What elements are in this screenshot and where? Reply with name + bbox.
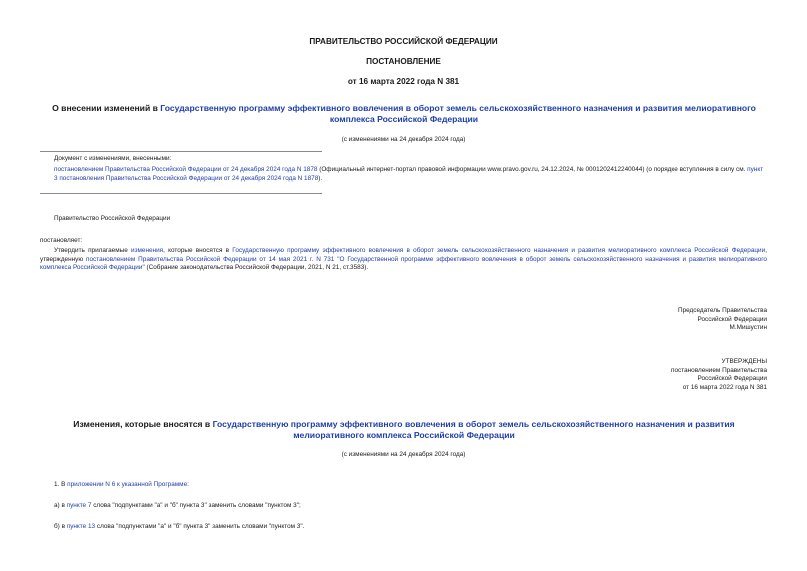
changes-text-2: ). xyxy=(318,174,323,182)
program-link[interactable]: Государственную программу эффективного вовлечения в оборот земель сельскохозяйственного назначения и развития мелиоративного комплекса Российской Федерации xyxy=(232,247,766,254)
signature-line-2: Российской Федерации xyxy=(697,315,767,323)
changes-link[interactable]: изменения xyxy=(131,247,164,254)
item-a xyxy=(54,502,301,511)
signature-block xyxy=(678,307,767,333)
government-line: Правительство Российской Федерации xyxy=(54,215,171,222)
item-b-text-b: слова "подпунктами "а" и "б" пункта 3" заменить словами "пунктом 3". xyxy=(95,523,305,530)
signature-line-1: Председатель Правительства xyxy=(678,307,767,314)
document-date: от 16 марта 2022 года N 381 xyxy=(347,77,460,86)
point-13-link[interactable]: пункте 13 xyxy=(66,523,96,530)
item-1-text-b: : xyxy=(187,481,189,488)
p1-text-d: (Собрание законодательства Российской Федерации, 2021, N 21, ст.3583). xyxy=(144,264,369,272)
document-title xyxy=(40,103,768,125)
p1-text-c: , утвержденную xyxy=(40,247,767,263)
document-type: ПОСТАНОВЛЕНИЕ xyxy=(366,57,441,66)
approval-line-1: УТВЕРЖДЕНЫ xyxy=(721,358,767,365)
item-1 xyxy=(54,481,189,490)
approval-block xyxy=(671,358,767,393)
item-1-text-a: 1. В xyxy=(54,481,68,488)
amendment-link-1878[interactable]: постановлением Правительства Российской Федерации от 24 декабря 2024 года N 1878 xyxy=(54,166,318,173)
approval-line-3: Российской Федерации xyxy=(697,375,767,383)
approval-line-4: от 16 марта 2022 года N 381 xyxy=(682,383,767,391)
decides-line: постановляет: xyxy=(40,237,83,244)
annex-revision-note: (с изменениями на 24 декабря 2024 года) xyxy=(341,451,466,458)
bottom-divider xyxy=(40,193,322,194)
title-prefix: О внесении изменений в xyxy=(52,103,161,113)
appendix-6-link[interactable]: приложении N 6 к указанной Программе xyxy=(67,481,188,488)
annex-title xyxy=(48,419,760,441)
signature-line-3: М.Мишустин xyxy=(729,324,767,332)
title-program-link[interactable]: Государственную программу эффективного вовлечения в оборот земель сельскохозяйственного назначения и развития мелиоративного комплекса Российской Федерации xyxy=(160,103,756,125)
item-b-text-a: б) в xyxy=(54,523,67,530)
changes-text-1: (Официальный интернет-портал правовой информации www.pravo.gov.ru, 24.12.2024, № 0001202412240044) (о порядке вступления в силу см. xyxy=(317,166,748,173)
item-a-text-a: а) в xyxy=(54,502,67,509)
item-a-text-b: слова "подпунктами "а" и "б" пункта 3" заменить словами "пунктом 3"; xyxy=(91,502,301,509)
revision-note: (с изменениями на 24 декабря 2024 года) xyxy=(341,136,466,143)
annex-title-prefix: Изменения, которые вносятся в xyxy=(73,419,213,429)
p1-text-a: Утвердить прилагаемые xyxy=(54,247,132,254)
top-divider xyxy=(40,151,322,152)
p1-text-b: , которые вносятся в xyxy=(163,247,233,254)
approval-line-2: постановлением Правительства xyxy=(671,366,767,374)
changes-label: Документ с изменениями, внесенными: xyxy=(54,155,172,162)
government-heading: ПРАВИТЕЛЬСТВО РОССИЙСКОЙ ФЕДЕРАЦИИ xyxy=(309,37,498,46)
annex-program-link[interactable]: Государственную программу эффективного вовлечения в оборот земель сельскохозяйственного назначения и развития мелиоративного комплекса Российской Федерации xyxy=(212,419,735,441)
decree-731-link[interactable]: постановлением Правительства Российской Федерации от 14 мая 2021 г. N 731 "О Государственной программе эффективного вовлечения в оборот земель сельскохозяйственного назначения и развития мелиоративного комплекса Российской Федерации" xyxy=(40,255,767,272)
decision-paragraph xyxy=(40,247,767,273)
item-b xyxy=(54,523,304,532)
point-7-link[interactable]: пункте 7 xyxy=(66,502,92,509)
changes-text xyxy=(54,166,767,183)
amendment-point3-link[interactable]: пункт 3 постановления Правительства Российской Федерации от 24 декабря 2024 года N 1878 xyxy=(54,166,764,182)
